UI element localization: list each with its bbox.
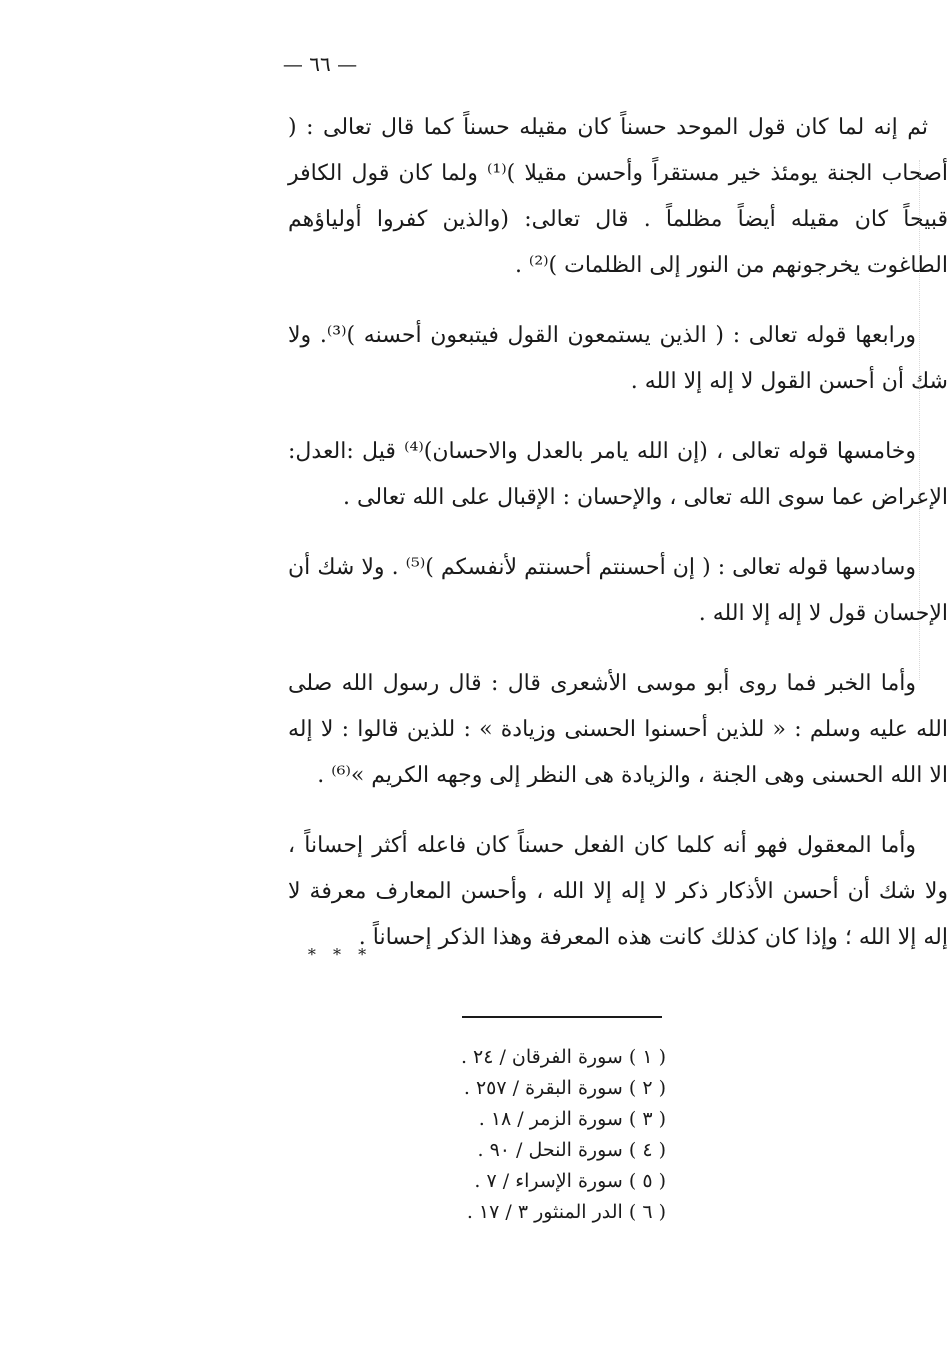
footnote-6: ( ٦ ) الدر المنثور ٣ / ١٧ .	[466, 1201, 666, 1223]
paragraph-fourth: ورابعها قوله تعالى : ( الذين يستمعون القول فيتبعون أحسنه )⁽³⁾. ولا شك أن أحسن القول لا إله إلا الله .	[288, 323, 948, 394]
paragraph-intro: ثم إنه لما كان قول الموحد حسناً كان مقيله حسناً كما قال تعالى : ( أصحاب الجنة يومئذ خير مستقراً وأحسن مقيلا )⁽¹⁾ ولما كان قول الكافر قبيحاً كان مقيله أيضاً مظلماً . قال تعالى: (والذين كفروا أولياؤهم الطاغوت يخرجونهم من النور إلى الظلمات )⁽²⁾ .	[288, 115, 948, 278]
paragraph-fifth: وخامسها قوله تعالى ، (إن الله يامر بالعدل والاحسان)⁽⁴⁾ قيل :العدل: الإعراض عما سوى الله تعالى ، والإحسان : الإقبال على الله تعالى .	[288, 439, 948, 510]
footnotes	[406, 1042, 666, 1228]
footnote-5: ( ٥ ) سورة الإسراء / ٧ .	[474, 1170, 666, 1192]
body-text	[288, 105, 948, 985]
paragraph-sixth: وسادسها قوله تعالى : ( إن أحسنتم أحسنتم لأنفسكم )⁽⁵⁾ . ولا شك أن الإحسان قول لا إله إلا الله .	[288, 555, 948, 626]
page-edge-marks	[909, 160, 920, 680]
page-number: — ٦٦ —	[282, 52, 358, 76]
footnote-3: ( ٣ ) سورة الزمر / ١٨ .	[478, 1108, 666, 1130]
paragraph-reasoning: وأما المعقول فهو أنه كلما كان الفعل حسناً كان فاعله أكثر إحساناً ، ولا شك أن أحسن الأذكار ذكر لا إله إلا الله ، وأحسن المعارف معرفة لا إله إلا الله ؛ وإذا كان كذلك كانت هذه المعرفة وهذا الذكر إحساناً .	[288, 833, 948, 950]
footnote-4: ( ٤ ) سورة النحل / ٩٠ .	[477, 1139, 666, 1161]
footnote-2: ( ٢ ) سورة البقرة / ٢٥٧ .	[463, 1077, 666, 1099]
section-separator: * * *	[307, 945, 373, 964]
footnote-1: ( ١ ) سورة الفرقان / ٢٤ .	[460, 1046, 666, 1068]
paragraph-hadith: وأما الخبر فما روى أبو موسى الأشعرى قال : قال رسول الله صلى الله عليه وسلم : « للذين أحسنوا الحسنى وزيادة » : للذين قالوا : لا إله الا الله الحسنى وهى الجنة ، والزيادة هى النظر إلى وجهه الكريم »⁽⁶⁾ .	[288, 671, 948, 788]
footnote-rule	[462, 1016, 662, 1018]
